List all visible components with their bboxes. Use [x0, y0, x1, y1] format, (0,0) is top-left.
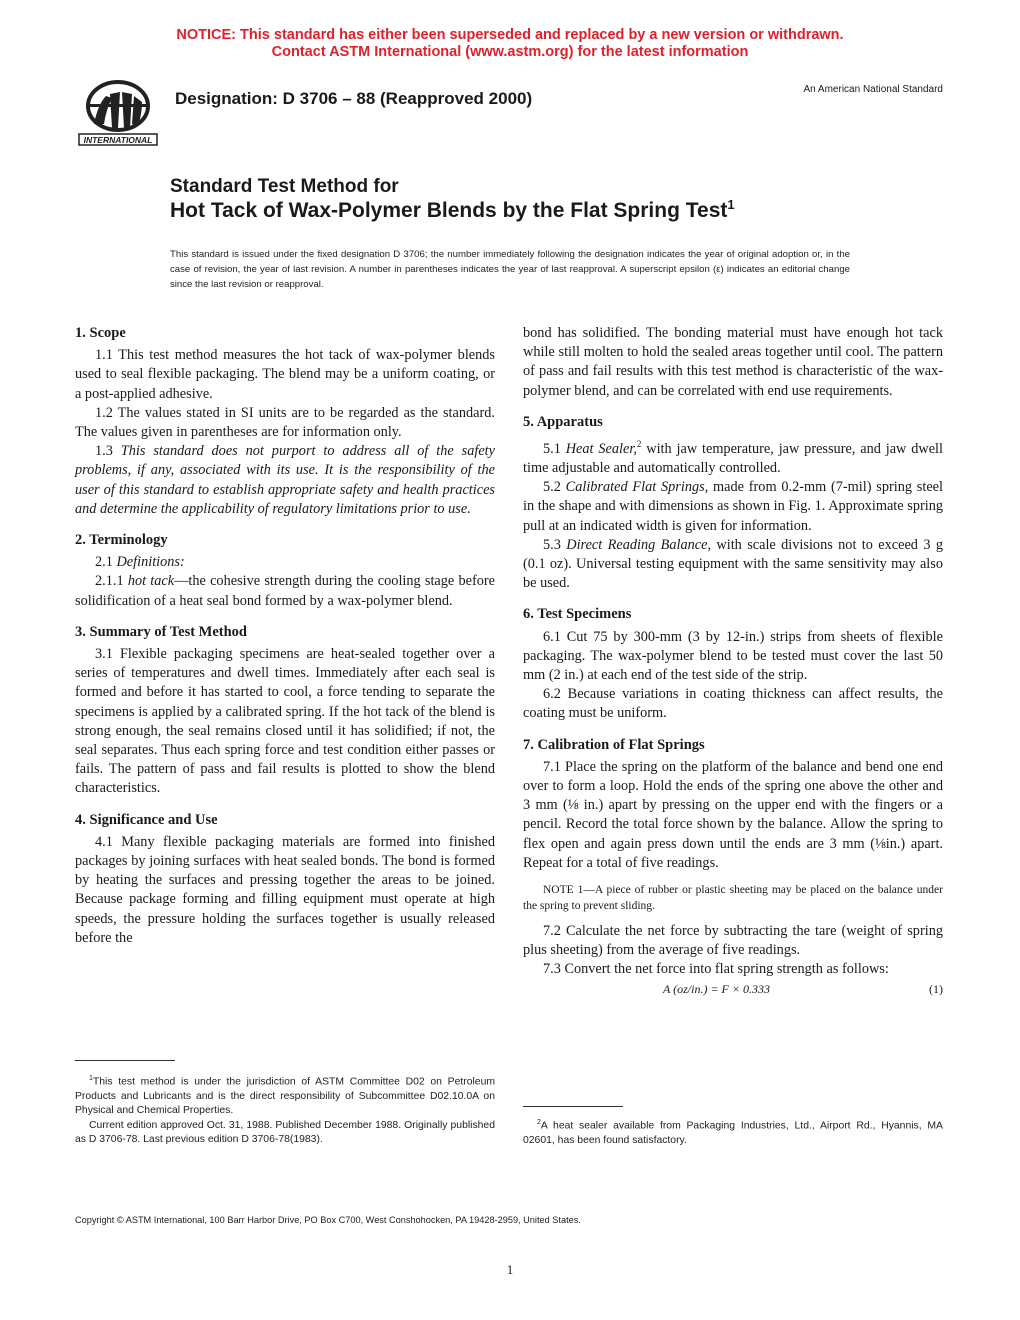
flat-springs-label: Calibrated Flat Springs	[565, 479, 705, 496]
footnote-1-body: This test method is under the jurisdiction of ASTM Committee D02 on Petroleum Products and Lubricants and is the direct responsibility of Subcommittee D02.10.0A on Physical and Chemical Properties.	[75, 1076, 495, 1117]
paragraph-number: 2.1	[95, 554, 117, 571]
astm-logo	[76, 74, 160, 150]
section-4-heading: 4. Significance and Use	[75, 811, 218, 828]
intro-paragraph: This standard is issued under the fixed designation D 3706; the number immediately following the designation indicates the year of original adoption or, in the case of revision, the year of last revision. A number in parentheses indicates the year of last reapproval. A superscript epsilon (ε) indicates an editorial change since the last revision or reapproval.	[170, 249, 850, 290]
left-column	[75, 324, 495, 948]
footnote-1-edition: Current edition approved Oct. 31, 1988. Published December 1988. Originally published as D 3706-78. Last previous edition D 3706-78(1983).	[75, 1119, 495, 1146]
equation-text: A (oz/in.) = F × 0.333	[663, 981, 770, 996]
footnote-2-body: A heat sealer available from Packaging Industries, Ltd., Airport Rd., Hyannis, MA 02601, has been found satisfactory.	[523, 1120, 943, 1146]
footnote-2-mark[interactable]: 2	[636, 439, 642, 450]
balance-label: Direct Reading Balance	[566, 536, 708, 553]
copyright: Copyright © ASTM International, 100 Barr Harbor Drive, PO Box C700, West Conshohocken, PA 19428-2959, United States.	[75, 1215, 581, 1225]
paragraph-text: , made from 0.2-mm (7-mil) spring steel in the shape and with dimensions as shown in Fig. 1. Approximate spring pull at an indicated width is given for information.	[523, 479, 943, 534]
paragraph-6-2: 6.2 Because variations in coating thickness can affect results, the coating must be uniform.	[523, 686, 943, 722]
paragraph-3-1: 3.1 Flexible packaging specimens are heat-sealed together over a series of temperatures and dwell times. Immediately after each seal is formed and before it has started to cool, a force tending to separate the specimens is applied by a calibrated spring. If the hot tack of the blend is strong enough, the seal remains closed until it has solidified; if not, the seal separates. Thus each spring force and test condition either passes or fails. The pattern of pass and fail results is plotted to show the blend characteristics.	[75, 646, 495, 797]
footnote-2	[523, 1116, 943, 1148]
footnote-1-text	[75, 1072, 495, 1119]
paragraph-5-3	[523, 536, 943, 594]
notice-line-1: NOTICE: This standard has either been superseded and replaced by a new version or withdrawn.	[176, 27, 844, 43]
title-line-1: Standard Test Method for	[170, 176, 399, 197]
paragraph-number: 5.3	[543, 536, 567, 553]
section-3-heading: 3. Summary of Test Method	[75, 623, 247, 640]
paragraph-number: 5.1	[543, 440, 566, 457]
section-1-heading: 1. Scope	[75, 325, 126, 341]
footnote-1	[75, 1072, 495, 1148]
section-2-heading: 2. Terminology	[75, 532, 168, 549]
paragraph-7-3: 7.3 Convert the net force into flat spring strength as follows:	[543, 961, 889, 978]
paragraph-number: 5.2	[543, 479, 566, 496]
safety-statement: This standard does not purport to address all of the safety problems, if any, associated with its use. It is the responsibility of the user of this standard to establish appropriate safety and health practices and determine the applicability of regulatory limitations prior to use.	[75, 443, 495, 517]
definition-text: —the cohesive strength during the cooling stage before solidification of a heat seal bond formed by a wax-polymer blend.	[75, 573, 495, 609]
paragraph-number: 2.1.1	[95, 573, 128, 590]
page-number: 1	[506, 1262, 514, 1277]
paragraph-2-1	[75, 553, 495, 572]
paragraph-7-1: 7.1 Place the spring on the platform of the balance and bend one end over to form a loop. Hold the ends of the spring one above the other and 3 mm (⅛ in.) apart by pressing on the upper end with the fingers or a pencil. Record the total force shown by the balance. Allow the spring to flex open and again press down until the ends are 3 mm (⅛in.) apart. Repeat for a total of five readings.	[523, 758, 943, 871]
paragraph-4-1-continued: bond has solidified. The bonding material must have enough hot tack while still molten to hold the sealed areas together until cool. The pattern of pass and fail results with this test method is characteristic of the wax-polymer blend, and can be correlated with end use requirements.	[523, 325, 943, 399]
notice-line-2: Contact ASTM International (www.astm.org) for the latest information	[271, 44, 749, 60]
paragraph-text: , with scale divisions not to exceed 3 g (0.1 oz). Universal testing equipment with the same sensitivity may also be used.	[523, 536, 943, 592]
footnote-rule-left	[75, 1060, 175, 1061]
footnote-1-mark: 1	[89, 1075, 93, 1082]
right-column	[523, 324, 943, 1000]
paragraph-5-1	[523, 435, 943, 478]
paragraph-text: with jaw temperature, jaw pressure, and jaw dwell time adjustable and automatically controlled.	[523, 440, 943, 476]
heat-sealer-label: Heat Sealer,	[565, 440, 637, 457]
term-hot-tack: hot tack	[127, 573, 175, 590]
designation: Designation: D 3706 – 88 (Reapproved 2000)	[175, 89, 533, 108]
title-text: Hot Tack of Wax-Polymer Blends by the Flat Spring Test	[170, 199, 728, 222]
paragraph-number: 1.3	[95, 443, 121, 460]
american-national-standard-label: An American National Standard	[803, 84, 943, 95]
paragraph-2-1-1	[75, 572, 495, 610]
footnote-2-mark-bottom: 2	[537, 1119, 541, 1126]
equation-1	[523, 980, 943, 1000]
footnote-rule-right	[523, 1106, 623, 1107]
title-footnote-mark[interactable]: 1	[727, 197, 735, 212]
notice-banner	[0, 27, 1020, 61]
definitions-label: Definitions:	[116, 554, 185, 571]
logo-text: INTERNATIONAL	[83, 135, 153, 145]
paragraph-6-1: 6.1 Cut 75 by 300-mm (3 by 12-in.) strips from sheets of flexible packaging. The wax-polymer blend to be tested must cover the last 50 mm (2 in.) at each end of the test side of the strip.	[523, 628, 943, 684]
section-7-heading: 7. Calibration of Flat Springs	[523, 736, 705, 753]
section-5-heading: 5. Apparatus	[523, 413, 603, 430]
paragraph-1-1: 1.1 This test method measures the hot tack of wax-polymer blends used to seal flexible packaging. The blend may be a uniform coating, or a post-applied adhesive.	[75, 347, 495, 402]
paragraph-7-2: 7.2 Calculate the net force by subtracting the tare (weight of spring plus sheeting) from the average of five readings.	[523, 923, 943, 959]
paragraph-1-3	[75, 442, 495, 519]
section-6-heading: 6. Test Specimens	[523, 606, 632, 623]
note-1: NOTE 1—A piece of rubber or plastic sheeting may be placed on the balance under the spring to prevent sliding.	[523, 884, 943, 913]
title-line-2	[170, 199, 735, 223]
footnote-2-text	[523, 1116, 943, 1148]
paragraph-1-2: 1.2 The values stated in SI units are to be regarded as the standard. The values given in parentheses are for information only.	[75, 404, 495, 441]
paragraph-4-1: 4.1 Many flexible packaging materials are formed into finished packages by joining surfaces with heat sealed bonds. The bond is formed by heating the surfaces and pressing together the areas to be joined. Because package forming and filling equipment must operate at high speeds, the pressure holding the surfaces together is usually released before the	[75, 833, 495, 946]
equation-number: (1)	[929, 981, 943, 996]
astm-logo-icon	[76, 74, 160, 150]
paragraph-5-2	[523, 478, 943, 536]
